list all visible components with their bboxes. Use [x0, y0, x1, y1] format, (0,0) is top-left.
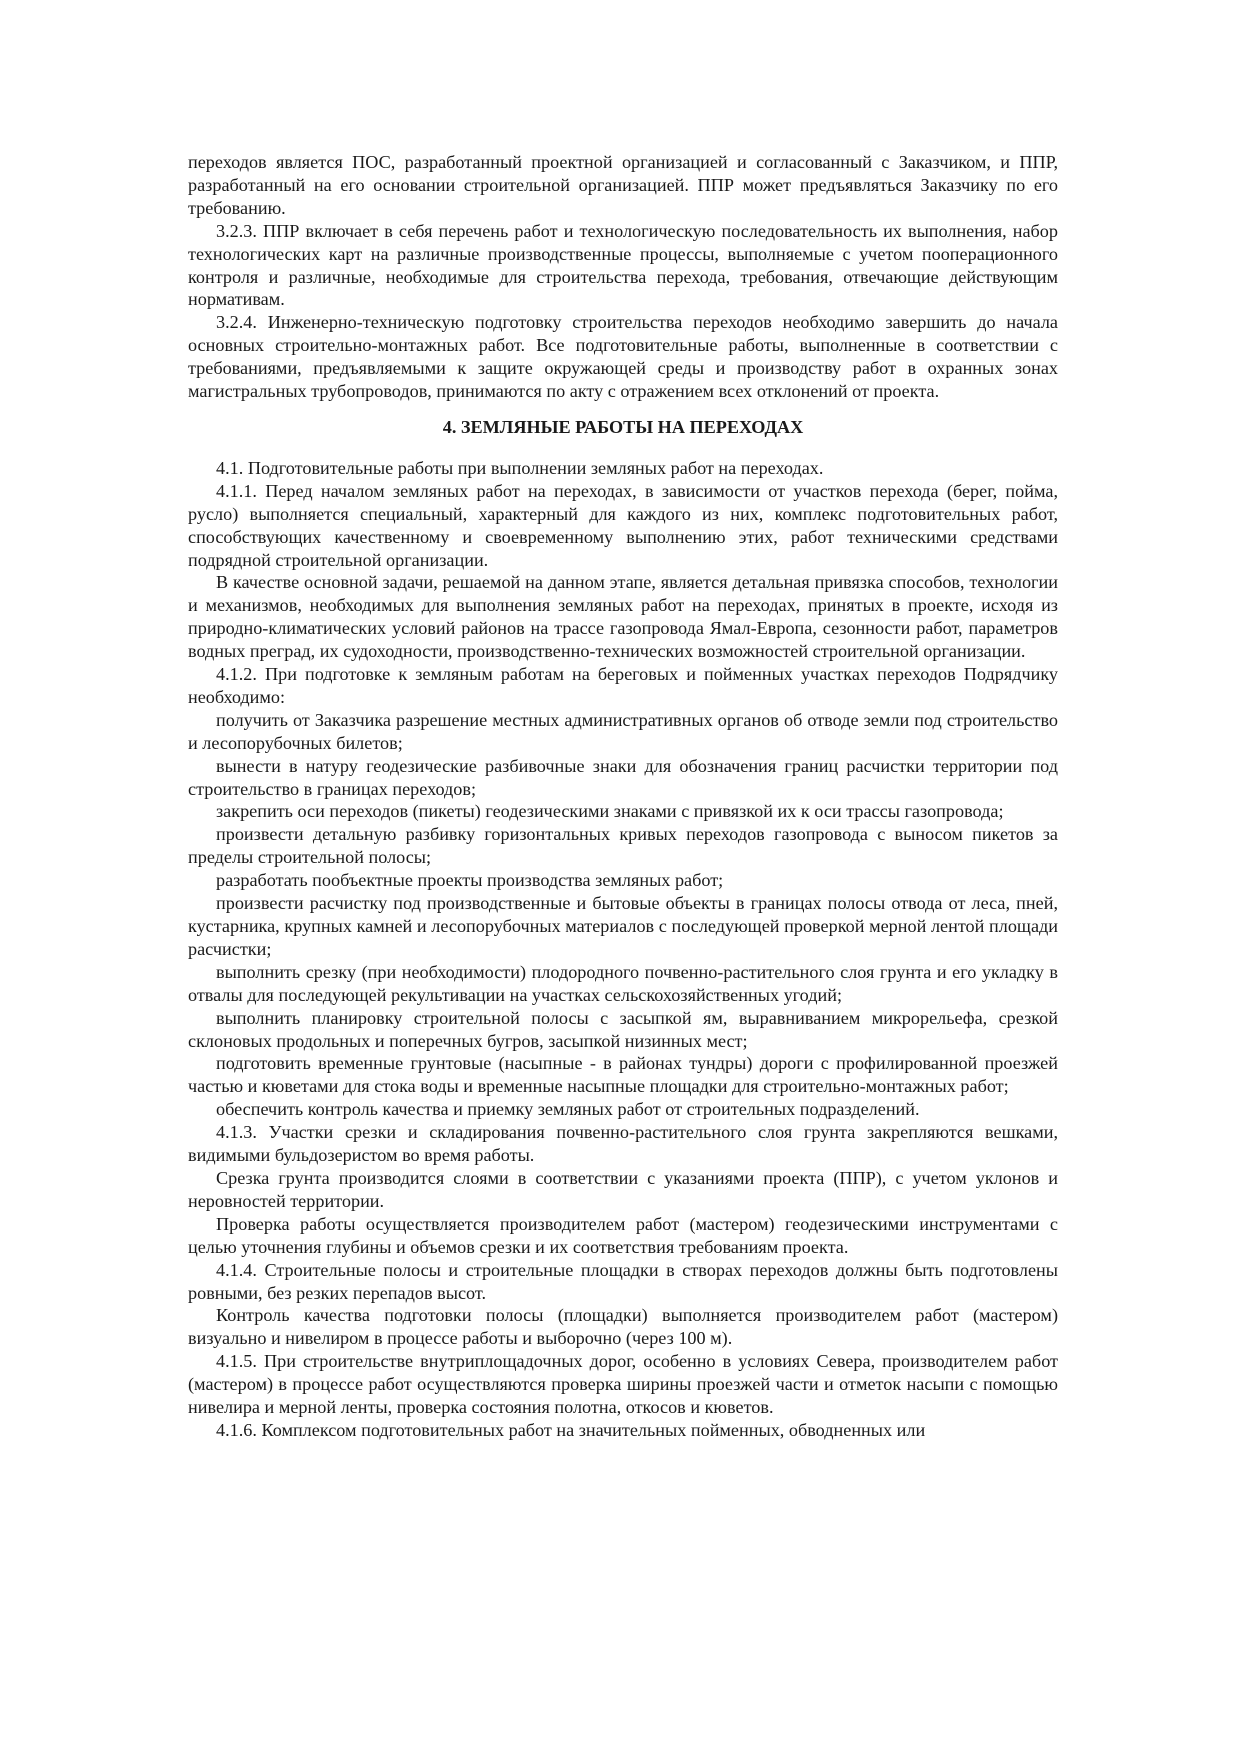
section-heading: 4. ЗЕМЛЯНЫЕ РАБОТЫ НА ПЕРЕХОДАХ: [442, 416, 804, 437]
paragraph-main-task: В качестве основной задачи, решаемой на данном этапе, является детальная привязка способов, технологии и механизмов, необходимых для выполнения земляных работ на переходах, принятых в проекте, исходя из природно-климатических условий районов на трассе газопровода Ямал-Европа, сезонности работ, параметров водных преград, их судоходности, производственно-технических возможностей строительной организации.: [188, 572, 1058, 662]
paragraph-4-1-1: 4.1.1. Перед началом земляных работ на переходах, в зависимости от участков перехода (берег, пойма, русло) выполняется специальный, характерный для каждого из них, комплекс подготовительных работ, способствующих качественному и своевременному выполнению этих, работ техническими средствами подрядной строительной организации.: [188, 480, 1058, 570]
paragraph-work-check: Проверка работы осуществляется производителем работ (мастером) геодезическими инструментами с целью уточнения глубины и объемов срезки и их соответствия требованиям проекта.: [188, 1213, 1058, 1257]
paragraph-3-2-3: 3.2.3. ППР включает в себя перечень работ и технологическую последовательность их выполнения, набор технологических карт на различные производственные процессы, выполняемые с учетом пооперационного контроля и различные, необходимые для строительства перехода, требования, отвечающие действующим нормативам.: [188, 220, 1058, 310]
paragraph-4-1-2: 4.1.2. При подготовке к земляным работам на береговых и пойменных участках переходов Подрядчику необходимо:: [188, 664, 1058, 707]
list-item: закрепить оси переходов (пикеты) геодезическими знаками с привязкой их к оси трассы газопровода;: [216, 801, 1004, 822]
paragraph-continuation: переходов является ПОС, разработанный проектной организацией и согласованный с Заказчиком, и ППР, разработанный на его основании строительной организацией. ППР может предъявляться Заказчику по его требованию.: [188, 152, 1058, 218]
list-item: вынести в натуру геодезические разбивочные знаки для обозначения границ расчистки территории под строительство в границах переходов;: [188, 755, 1058, 799]
list-item: произвести расчистку под производственные и бытовые объекты в границах полосы отвода от леса, пней, кустарника, крупных камней и лесопорубочных материалов с последующей проверкой мерной лентой площади расчистки;: [188, 893, 1058, 959]
document-page: [188, 151, 1058, 1442]
list-item: обеспечить контроль качества и приемку земляных работ от строительных подразделений.: [216, 1099, 920, 1120]
list-item: выполнить планировку строительной полосы с засыпкой ям, выравниванием микрорельефа, срезкой склоновых продольных и поперечных бугров, засыпкой низинных мест;: [188, 1007, 1058, 1051]
list-item: произвести детальную разбивку горизонтальных кривых переходов газопровода с выносом пикетов за пределы строительной полосы;: [188, 824, 1058, 868]
paragraph-3-2-4: 3.2.4. Инженерно-техническую подготовку строительства переходов необходимо завершить до начала основных строительно-монтажных работ. Все подготовительные работы, выполненные в соответствии с требованиями, предъявляемыми к защите окружающей среды и производству работ в охранных зонах магистральных трубопроводов, принимаются по акту с отражением всех отклонений от проекта.: [188, 312, 1058, 402]
list-item: получить от Заказчика разрешение местных административных органов об отводе земли под строительство и лесопорубочных билетов;: [188, 709, 1058, 753]
paragraph-soil-cut: Срезка грунта производится слоями в соответствии с указаниями проекта (ППР), с учетом уклонов и неровностей территории.: [188, 1167, 1058, 1211]
paragraph-4-1-4: 4.1.4. Строительные полосы и строительные площадки в створах переходов должны быть подготовлены ровными, без резких перепадов высот.: [188, 1259, 1058, 1303]
paragraph-4-1-3: 4.1.3. Участки срезки и складирования почвенно-растительного слоя грунта закрепляются вешками, видимыми бульдозеристом во время работы.: [188, 1122, 1058, 1166]
paragraph-4-1: 4.1. Подготовительные работы при выполнении земляных работ на переходах.: [216, 457, 824, 478]
list-item: выполнить срезку (при необходимости) плодородного почвенно-растительного слоя грунта и его укладку в отвалы для последующей рекультивации на участках сельскохозяйственных угодий;: [188, 961, 1058, 1005]
paragraph-4-1-6: 4.1.6. Комплексом подготовительных работ на значительных пойменных, обводненных или: [216, 1419, 926, 1440]
paragraph-4-1-5: 4.1.5. При строительстве внутриплощадочных дорог, особенно в условиях Севера, производителем работ (мастером) в процессе работ осуществляются проверка ширины проезжей части и отметок насыпи с помощью нивелира и мерной ленты, проверка состояния полотна, откосов и кюветов.: [188, 1351, 1058, 1418]
paragraph-quality-control: Контроль качества подготовки полосы (площадки) выполняется производителем работ (мастером) визуально и нивелиром в процессе работы и выборочно (через 100 м).: [188, 1305, 1058, 1349]
list-item: разработать пообъектные проекты производства земляных работ;: [216, 870, 724, 891]
list-item: подготовить временные грунтовые (насыпные - в районах тундры) дороги с профилированной проезжей частью и кюветами для стока воды и временные насыпные площадки для строительно-монтажных работ;: [188, 1053, 1058, 1097]
